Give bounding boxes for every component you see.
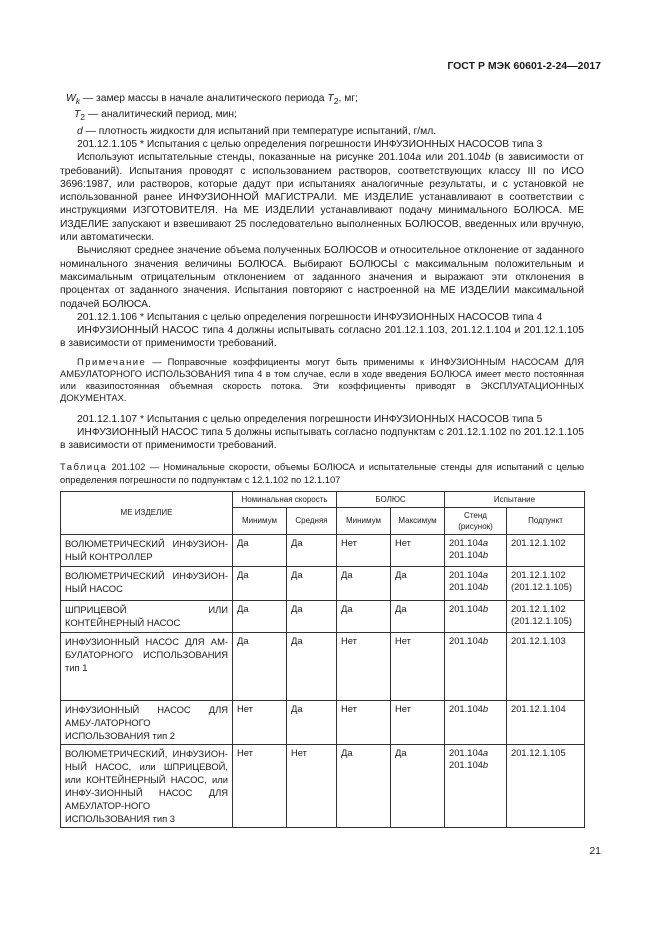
symbol: T (74, 109, 81, 121)
symbol: T (327, 93, 334, 104)
table-row (61, 744, 585, 827)
table-row (61, 700, 585, 744)
subclause-ref: (201.12.1.105) (511, 615, 572, 627)
subclause-ref: (201.12.1.105) (511, 581, 572, 593)
page-number: 21 (589, 845, 601, 857)
cell-bolus-min: Нет (337, 534, 391, 566)
cell-rate-mid: Нет (287, 744, 337, 827)
stand-figure (449, 537, 502, 550)
figure-number: 201.104 (449, 746, 483, 758)
header-stand: Стенд (рисунок) (445, 507, 507, 534)
cell-rate-min: Да (233, 632, 287, 700)
cell-rate-min: Да (233, 600, 287, 632)
cell-device: ВОЛЮМЕТРИЧЕСКИЙ ИНФУЗИОН-НЫЙ КОНТРОЛЛЕР (61, 534, 233, 566)
subclause-ref: 201.12.1.105 (511, 746, 566, 758)
stand-figure (449, 603, 502, 616)
cell-bolus-min: Да (337, 744, 391, 827)
cell-stand (445, 632, 507, 700)
stand-figure (449, 549, 502, 562)
cell-stand (445, 534, 507, 566)
figure-number: 201.104 (449, 549, 483, 561)
subclause-ref: 201.12.1.102 (511, 568, 566, 580)
cell-subclause (507, 534, 585, 566)
document-body (60, 92, 584, 828)
cell-rate-min: Да (233, 534, 287, 566)
figure-suffix: b (482, 759, 489, 771)
definitions-list (60, 92, 584, 138)
clause-201-12-1-107: 201.12.1.107 * Испытания с целью определения погрешности ИНФУЗИОННЫХ НАСОСОВ типа 5 (77, 413, 543, 425)
symbol-sub: k (75, 96, 81, 107)
figure-suffix: b (484, 152, 491, 164)
symbol-sub: 2 (333, 96, 339, 107)
stand-figure (449, 703, 502, 716)
bolus-test-table (60, 491, 585, 828)
header-bolus: БОЛЮС (337, 491, 445, 507)
stand-figure (449, 759, 502, 772)
paragraph-type5: ИНФУЗИОННЫЙ НАСОС типа 5 должны испытывать согласно подпунктам с 201.12.1.102 по 201.12.1.105 в зависимости от применимости требований. (60, 426, 584, 452)
cell-device: ШПРИЦЕВОЙ ИЛИ КОНТЕЙНЕРНЫЙ НАСОС (61, 600, 233, 632)
note-text: — Поправочные коэффициенты могут быть применимы к ИНФУЗИОННЫМ НАСОСАМ ДЛЯ АМБУЛАТОРНОГО ИСПОЛЬЗОВАНИЯ типа 4 в том случае, если в ходе введения БОЛЮСА имеет место постоянная или квазипостоянная объемная скорость потока. Эти коэффициенты приводят в ЭКСПЛУАТАЦИОННЫХ ДОКУМЕНТАХ. (60, 355, 584, 404)
header-subclause: Подпункт (507, 507, 585, 534)
cell-device: ВОЛЮМЕТРИЧЕСКИЙ ИНФУЗИОН-НЫЙ НАСОС (61, 566, 233, 600)
definition-text: — плотность жидкости для испытаний при температуре испытаний, г/мл. (82, 125, 437, 137)
cell-rate-min: Да (233, 566, 287, 600)
header-bolus-max: Максимум (391, 507, 445, 534)
figure-suffix: b (482, 549, 489, 561)
cell-rate-min: Нет (233, 744, 287, 827)
cell-bolus-max: Да (391, 744, 445, 827)
cell-bolus-min: Да (337, 600, 391, 632)
cell-bolus-max: Нет (391, 534, 445, 566)
subclause-ref: 201.12.1.104 (511, 702, 566, 714)
figure-suffix: b (482, 702, 489, 714)
text: (в зависимости от требований). Испытания проводят с использованием растворов, соответствующих классу III по ИСО 3696:1987, или растворов, которые дадут при испытаниях аналогичные результаты, и с установкой не использованной ранее ИНФУЗИОННОЙ МАГИСТРАЛИ. МЕ ИЗДЕЛИЕ устанавливают в соответствии с инструкциями ИЗГОТОВИТЕЛЯ. На МЕ ИЗДЕЛИИ устанавливают подачу минимального БОЛЮСА. МЕ ИЗДЕЛИЕ запускают и взвешивают 25 последовательно выполненных БОЛЮСОВ, введенных или вручную, или автоматически. (60, 152, 584, 244)
caption-label: Таблица (60, 461, 108, 473)
note (60, 356, 584, 405)
figure-number: 201.104 (449, 581, 483, 593)
figure-suffix: a (482, 746, 489, 758)
paragraph-type4: ИНФУЗИОННЫЙ НАСОС типа 4 должны испытывать согласно 201.12.1.103, 201.12.1.104 и 201.12.1.105 в зависимости от применимости требований. (60, 325, 584, 350)
header-device: МЕ ИЗДЕЛИЕ (61, 491, 233, 534)
clause-201-12-1-105: 201.12.1.105 * Испытания с целью определения погрешности ИНФУЗИОННЫХ НАСОСОВ типа 3 (77, 138, 543, 150)
cell-bolus-min: Нет (337, 700, 391, 744)
symbol: d (77, 125, 83, 137)
definition-d (60, 125, 584, 138)
stand-figure (449, 635, 502, 648)
text: Используют испытательные стенды, показанные на рисунке 201.104 (77, 152, 416, 164)
cell-rate-mid: Да (287, 700, 337, 744)
cell-device: ИНФУЗИОННЫЙ НАСОС ДЛЯ АМ-БУЛАТОРНОГО ИСПОЛЬЗОВАНИЯ тип 1 (61, 632, 233, 700)
caption-text: 201.102 — Номинальные скорости, объемы БОЛЮСА и испытательные стенды для испытаний с целью определения погрешности по подпунктам с 12.1.102 по 12.1.107 (60, 461, 584, 485)
stand-figure (449, 581, 502, 594)
cell-device: ВОЛЮМЕТРИЧЕСКИЙ, ИНФУЗИОН-НЫЙ НАСОС, или ШПРИЦЕВОЙ, или КОНТЕЙНЕРНЫЙ НАСОС, или ИНФУ-ЗИОННЫЙ НАСОС ДЛЯ АМБУЛАТОР-НОГО ИСПОЛЬЗОВАНИЯ тип 3 (61, 744, 233, 827)
cell-stand (445, 600, 507, 632)
figure-suffix: a (482, 568, 489, 580)
header-rate-min: Минимум (233, 507, 287, 534)
figure-suffix: a (482, 536, 489, 548)
definition-text: — замер массы в начале аналитического периода (80, 93, 328, 104)
header-rate: Номинальная скорость (233, 491, 337, 507)
paragraph-test-stands (60, 151, 584, 244)
cell-bolus-max: Да (391, 566, 445, 600)
figure-number: 201.104 (449, 759, 483, 771)
header-rate-mid: Средняя (287, 507, 337, 534)
figure-suffix: b (482, 581, 489, 593)
cell-bolus-max: Да (391, 600, 445, 632)
cell-subclause (507, 600, 585, 632)
cell-rate-mid: Да (287, 534, 337, 566)
figure-suffix: b (482, 634, 489, 646)
figure-suffix: b (482, 602, 489, 614)
header-bolus-min: Минимум (337, 507, 391, 534)
note-label: Примечание (77, 355, 147, 367)
definition-wk (60, 92, 584, 108)
cell-stand (445, 566, 507, 600)
subclause-ref: 201.12.1.103 (511, 634, 566, 646)
clause-201-12-1-106: 201.12.1.106 * Испытания с целью определения погрешности ИНФУЗИОННЫХ НАСОСОВ типа 4 (77, 311, 543, 323)
paragraph-calculation: Вычисляют среднее значение объема полученных БОЛЮСОВ и относительное отклонение от заданного номинального значения величины БОЛЮСА. Выбирают БОЛЮСЫ с максимальным положительным и максимальным отрицательным отклонением от заданного значения и выражают эти отклонения в процентах от заданного значения. Испытания повторяют с настроенной на МЕ ИЗДЕЛИИ максимальной подачей БОЛЮСА. (60, 245, 584, 310)
table-row (61, 534, 585, 566)
figure-suffix: a (415, 152, 422, 164)
header-test: Испытание (445, 491, 585, 507)
cell-bolus-min: Нет (337, 632, 391, 700)
text: или 201.104 (421, 152, 485, 164)
subclause-ref: 201.12.1.102 (511, 536, 566, 548)
figure-number: 201.104 (449, 634, 483, 646)
table-row (61, 632, 585, 700)
table-row (61, 566, 585, 600)
figure-number: 201.104 (449, 568, 483, 580)
stand-figure (449, 747, 502, 760)
figure-number: 201.104 (449, 536, 483, 548)
cell-subclause (507, 700, 585, 744)
cell-bolus-max: Нет (391, 632, 445, 700)
table-row (61, 600, 585, 632)
cell-stand (445, 744, 507, 827)
cell-subclause (507, 566, 585, 600)
symbol: W (66, 93, 76, 104)
cell-rate-mid: Да (287, 566, 337, 600)
cell-stand (445, 700, 507, 744)
cell-subclause (507, 632, 585, 700)
cell-rate-min: Нет (233, 700, 287, 744)
cell-bolus-min: Да (337, 566, 391, 600)
subclause-ref: 201.12.1.102 (511, 602, 566, 614)
figure-number: 201.104 (449, 702, 483, 714)
cell-subclause (507, 744, 585, 827)
table-caption (60, 461, 584, 485)
cell-device: ИНФУЗИОННЫЙ НАСОС ДЛЯ АМБУ-ЛАТОРНОГО ИСПОЛЬЗОВАНИЯ тип 2 (61, 700, 233, 744)
document-header: ГОСТ Р МЭК 60601-2-24—2017 (447, 60, 601, 72)
cell-rate-mid: Да (287, 600, 337, 632)
symbol-sub: 2 (80, 112, 86, 123)
cell-bolus-max: Нет (391, 700, 445, 744)
cell-rate-mid: Да (287, 632, 337, 700)
stand-figure (449, 569, 502, 582)
definition-t2 (60, 108, 584, 124)
definition-tail: , мг; (338, 93, 358, 104)
figure-number: 201.104 (449, 602, 483, 614)
definition-text: — аналитический период, мин; (85, 109, 237, 121)
